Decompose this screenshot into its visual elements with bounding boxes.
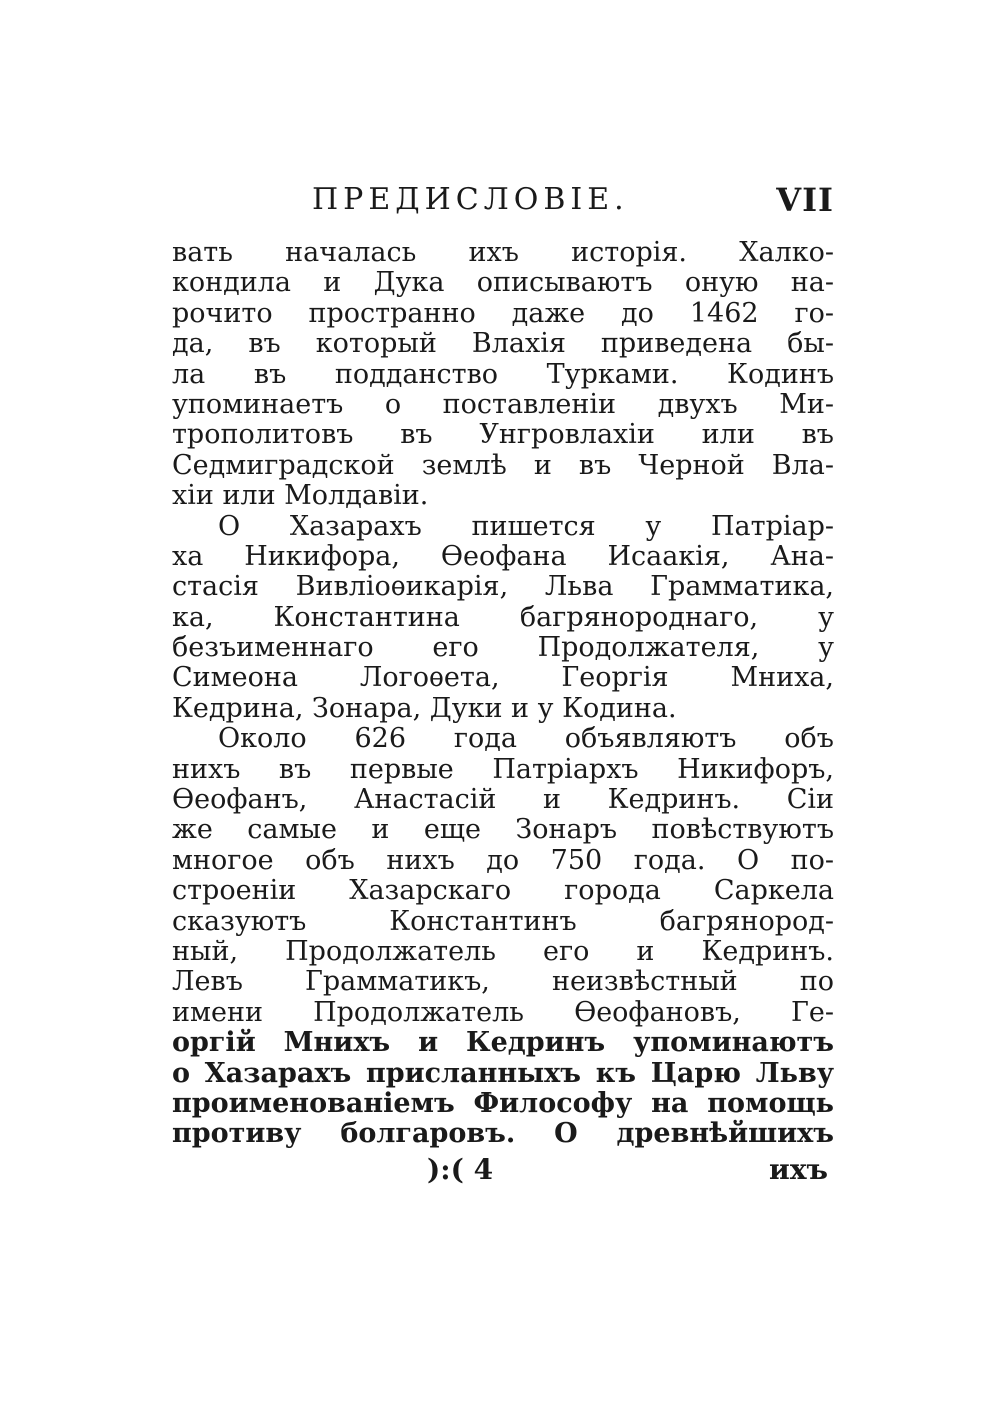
catchword: ихъ	[769, 1153, 828, 1186]
text-line: ка, Константина багрянороднаго, у	[172, 602, 834, 633]
running-title: ПРЕДИСЛОВІЕ.	[312, 182, 629, 217]
text-line: оргій Мнихъ и Кедринъ упоминаютъ	[172, 1028, 834, 1059]
text-line: о Хазарахъ присланныхъ къ Царю Льву	[172, 1058, 834, 1089]
text-line: рочито пространно даже до 1462 го-	[172, 298, 834, 329]
text-line: ла въ подданство Турками. Кодинъ	[172, 359, 834, 390]
text-line: безъименнаго его Продолжателя, у	[172, 633, 834, 664]
text-line: да, въ который Влахія приведена бы-	[172, 329, 834, 360]
body-text	[172, 238, 834, 1150]
text-line: проименованіемъ Философу на помощь	[172, 1088, 834, 1119]
text-line: Седмиградской землѣ и въ Черной Вла-	[172, 450, 834, 481]
text-line: стасія Вивліоѳикарія, Льва Грамматикa,	[172, 572, 834, 603]
text-line: многое объ нихъ до 750 года. О по-	[172, 845, 834, 876]
text-line: противу болгаровъ. О древнѣйшихъ	[172, 1119, 834, 1150]
text-line: Ѳеофанъ, Анастасій и Кедринъ. Сіи	[172, 785, 834, 816]
text-line: вать началась ихъ исторія. Халко-	[172, 238, 834, 268]
signature-mark: ):( 4	[427, 1153, 494, 1186]
page-footer	[172, 1150, 834, 1190]
text-line: Левъ Грамматикъ, неизвѣстный по	[172, 967, 834, 998]
text-line: Симеона Логоѳета, Георгія Мниха,	[172, 663, 834, 694]
text-line: кондила и Дука описываютъ оную на-	[172, 268, 834, 299]
text-line: упоминаетъ о поставленіи двухъ Ми-	[172, 389, 834, 420]
text-line: ный, Продолжатель его и Кедринъ.	[172, 936, 834, 967]
text-line: нихъ въ первые Патріархъ Никифоръ,	[172, 754, 834, 785]
text-line: Около 626 года объявляютъ объ	[218, 724, 834, 755]
text-line: сказуютъ Константинъ багрянород-	[172, 906, 834, 937]
text-line: имени Продолжатель Ѳеофановъ, Ге-	[172, 997, 834, 1028]
text-line: Кедрина, Зонара, Дуки и у Кодина.	[172, 693, 677, 724]
text-line: О Хазарахъ пишется у Патріар-	[218, 511, 834, 542]
text-line: ха Никифора, Ѳеофана Исаакія, Ана-	[172, 541, 834, 572]
text-line: же самые и еще Зонаръ повѣствуютъ	[172, 815, 834, 846]
text-line: строеніи Хазарскаго города Саркела	[172, 876, 834, 907]
page-header	[172, 178, 834, 228]
page-number: VII	[776, 181, 834, 219]
text-line: трополитовъ въ Унгровлахіи или въ	[172, 420, 834, 451]
text-line: хіи или Молдавіи.	[172, 481, 429, 512]
